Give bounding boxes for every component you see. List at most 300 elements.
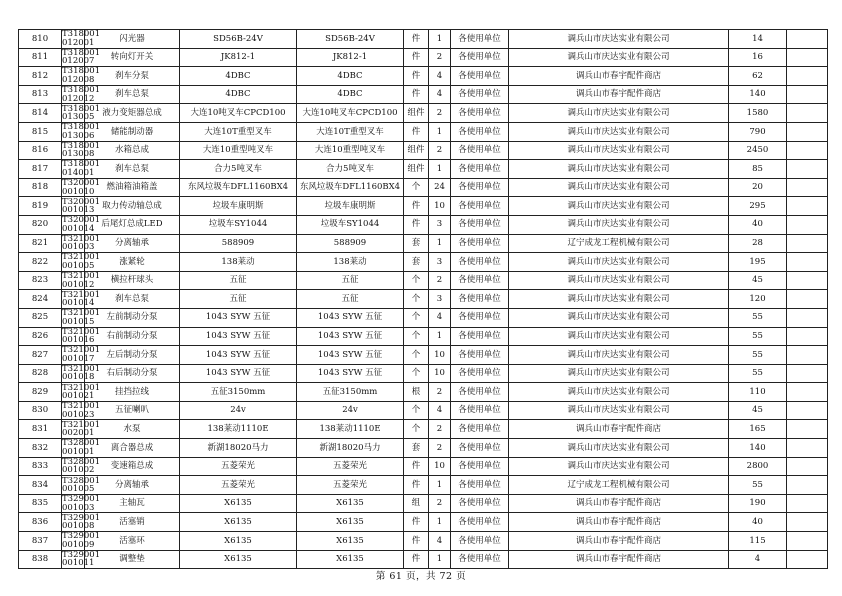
item-code-line1: T321001	[62, 326, 101, 337]
item-price: 190	[729, 494, 787, 513]
item-model: X6135	[297, 513, 404, 532]
item-price: 45	[729, 401, 787, 420]
item-supplier: 调兵山市庆达实业有限公司	[509, 457, 729, 476]
item-price: 55	[729, 476, 787, 495]
item-quantity: 3	[429, 253, 451, 272]
item-quantity: 1	[429, 476, 451, 495]
blank-cell	[787, 122, 828, 141]
blank-cell	[787, 234, 828, 253]
item-unit: 个	[404, 308, 429, 327]
item-quantity: 2	[429, 439, 451, 458]
item-user: 各使用单位	[451, 197, 509, 216]
row-number: 826	[19, 327, 62, 346]
item-unit: 个	[404, 327, 429, 346]
item-price: 140	[729, 85, 787, 104]
item-spec: 垃圾车康明斯	[180, 197, 297, 216]
item-quantity: 10	[429, 457, 451, 476]
row-number: 814	[19, 104, 62, 123]
item-spec: 大连10吨叉车CPCD100	[180, 104, 297, 123]
item-model: SD56B-24V	[297, 30, 404, 49]
item-model: X6135	[297, 532, 404, 551]
row-number: 837	[19, 532, 62, 551]
item-name: 左前制动分泵	[85, 308, 180, 327]
item-price: 115	[729, 532, 787, 551]
item-quantity: 3	[429, 290, 451, 309]
item-code-line2: 001008	[62, 521, 95, 532]
item-model: 588909	[297, 234, 404, 253]
table-row	[19, 457, 828, 476]
row-number: 817	[19, 160, 62, 179]
item-model: 五菱荣光	[297, 457, 404, 476]
item-price: 55	[729, 364, 787, 383]
item-user: 各使用单位	[451, 420, 509, 439]
item-code	[62, 531, 101, 551]
item-quantity: 2	[429, 383, 451, 402]
item-code-line2: 012012	[62, 93, 95, 104]
item-code	[62, 85, 101, 104]
blank-cell	[787, 253, 828, 272]
item-unit: 件	[404, 476, 429, 495]
item-quantity: 2	[429, 420, 451, 439]
item-code	[62, 345, 101, 365]
table-row	[19, 513, 828, 532]
row-number: 825	[19, 308, 62, 327]
row-number: 820	[19, 215, 62, 234]
item-quantity: 10	[429, 364, 451, 383]
item-quantity: 10	[429, 197, 451, 216]
item-name: 取力传动轴总成	[85, 197, 180, 216]
blank-cell	[787, 308, 828, 327]
table-row	[19, 290, 828, 309]
item-spec: 1043 SYW 五征	[180, 308, 297, 327]
row-number: 827	[19, 346, 62, 365]
item-quantity: 2	[429, 48, 451, 67]
table-row	[19, 439, 828, 458]
table-row	[19, 178, 828, 197]
item-code-line2: 013006	[62, 130, 95, 141]
item-code-line1: T321001	[62, 382, 101, 393]
item-user: 各使用单位	[451, 48, 509, 67]
blank-cell	[787, 67, 828, 86]
item-code-line1: T321001	[62, 345, 101, 356]
row-number: 824	[19, 290, 62, 309]
table-row	[19, 67, 828, 86]
item-supplier: 调兵山市春宇配件商店	[509, 85, 729, 104]
item-user: 各使用单位	[451, 30, 509, 49]
item-spec: 1043 SYW 五征	[180, 327, 297, 346]
item-quantity: 10	[429, 346, 451, 365]
blank-cell	[787, 439, 828, 458]
row-number: 838	[19, 550, 62, 569]
row-number: 816	[19, 141, 62, 160]
item-code	[62, 419, 101, 439]
row-number: 811	[19, 48, 62, 67]
item-name: 液力变矩器总成	[85, 104, 180, 123]
item-supplier: 调兵山市春宇配件商店	[509, 494, 729, 513]
item-unit: 件	[404, 67, 429, 86]
item-user: 各使用单位	[451, 476, 509, 495]
item-model: 1043 SYW 五征	[297, 346, 404, 365]
item-code-line2: 012008	[62, 74, 95, 85]
item-user: 各使用单位	[451, 550, 509, 569]
item-quantity: 2	[429, 494, 451, 513]
item-spec: 东风垃圾车DFL1160BX4	[180, 178, 297, 197]
item-spec: 138莱动	[180, 253, 297, 272]
item-supplier: 调兵山市庆达实业有限公司	[509, 30, 729, 49]
table-row	[19, 420, 828, 439]
item-unit: 件	[404, 550, 429, 569]
item-user: 各使用单位	[451, 513, 509, 532]
item-quantity: 2	[429, 104, 451, 123]
item-spec: 五菱荣光	[180, 457, 297, 476]
item-code-line1: T318001	[62, 122, 101, 133]
blank-cell	[787, 513, 828, 532]
item-model: 大连10吨叉车CPCD100	[297, 104, 404, 123]
item-code-line1: T321001	[62, 419, 101, 430]
row-number: 823	[19, 271, 62, 290]
table-row	[19, 48, 828, 67]
row-number: 815	[19, 122, 62, 141]
table-row	[19, 494, 828, 513]
row-number: 819	[19, 197, 62, 216]
item-code-line1: T321001	[62, 271, 101, 282]
item-code	[62, 271, 101, 290]
item-code	[62, 382, 101, 402]
item-code-line2: 001001	[62, 446, 95, 457]
blank-cell	[787, 364, 828, 383]
item-unit: 个	[404, 290, 429, 309]
item-code-line2: 001010	[62, 186, 95, 197]
item-spec: 4DBC	[180, 85, 297, 104]
item-price: 120	[729, 290, 787, 309]
item-unit: 件	[404, 215, 429, 234]
item-model: 138莱动	[297, 253, 404, 272]
item-price: 790	[729, 122, 787, 141]
blank-cell	[787, 457, 828, 476]
item-spec: 大连10T重型叉车	[180, 122, 297, 141]
item-code-line1: T320001	[62, 196, 101, 207]
item-code-line2: 001021	[62, 391, 95, 402]
item-code	[62, 178, 101, 197]
item-supplier: 调兵山市庆达实业有限公司	[509, 178, 729, 197]
row-number: 829	[19, 383, 62, 402]
item-quantity: 24	[429, 178, 451, 197]
item-price: 2450	[729, 141, 787, 160]
item-unit: 件	[404, 85, 429, 104]
row-number: 818	[19, 178, 62, 197]
item-quantity: 4	[429, 308, 451, 327]
item-user: 各使用单位	[451, 141, 509, 160]
item-spec: 合力5吨叉车	[180, 160, 297, 179]
item-quantity: 1	[429, 160, 451, 179]
item-name: 转向灯开关	[85, 48, 180, 67]
item-code-line1: T318001	[62, 29, 101, 40]
item-code-line2: 001011	[62, 558, 95, 569]
item-code	[62, 494, 101, 513]
item-user: 各使用单位	[451, 308, 509, 327]
item-user: 各使用单位	[451, 439, 509, 458]
item-supplier: 调兵山市庆达实业有限公司	[509, 439, 729, 458]
item-supplier: 调兵山市庆达实业有限公司	[509, 141, 729, 160]
row-number: 822	[19, 253, 62, 272]
item-code-line2: 013005	[62, 112, 95, 123]
item-name: 分离轴承	[85, 234, 180, 253]
item-code-line2: 001014	[62, 298, 95, 309]
item-model: 138莱动1110E	[297, 420, 404, 439]
item-name: 右后制动分泵	[85, 364, 180, 383]
item-model: 24v	[297, 401, 404, 420]
item-code	[62, 233, 101, 253]
item-unit: 个	[404, 178, 429, 197]
item-name: 燃油箱油箱盖	[85, 178, 180, 197]
item-user: 各使用单位	[451, 457, 509, 476]
item-unit: 个	[404, 364, 429, 383]
item-model: 1043 SYW 五征	[297, 364, 404, 383]
item-spec: 138莱动1110E	[180, 420, 297, 439]
item-quantity: 4	[429, 401, 451, 420]
item-model: X6135	[297, 550, 404, 569]
item-name: 五征喇叭	[85, 401, 180, 420]
item-unit: 套	[404, 253, 429, 272]
item-spec: 新湖18020马力	[180, 439, 297, 458]
item-code	[62, 140, 101, 160]
item-unit: 组件	[404, 141, 429, 160]
item-model: 4DBC	[297, 85, 404, 104]
item-model: 大连10T重型叉车	[297, 122, 404, 141]
item-code	[62, 326, 101, 346]
item-code-line1: T329001	[62, 531, 101, 542]
item-code	[62, 66, 101, 86]
blank-cell	[787, 215, 828, 234]
item-code	[62, 475, 101, 495]
table-row	[19, 550, 828, 569]
item-unit: 个	[404, 271, 429, 290]
item-model: 五征	[297, 271, 404, 290]
item-unit: 套	[404, 234, 429, 253]
row-number: 831	[19, 420, 62, 439]
blank-cell	[787, 494, 828, 513]
item-user: 各使用单位	[451, 104, 509, 123]
item-spec: X6135	[180, 532, 297, 551]
table-row	[19, 401, 828, 420]
item-code-line1: T318001	[62, 66, 101, 77]
item-unit: 组件	[404, 160, 429, 179]
item-unit: 组	[404, 494, 429, 513]
item-supplier: 调兵山市庆达实业有限公司	[509, 160, 729, 179]
item-user: 各使用单位	[451, 327, 509, 346]
row-number: 833	[19, 457, 62, 476]
item-supplier: 调兵山市庆达实业有限公司	[509, 401, 729, 420]
blank-cell	[787, 104, 828, 123]
item-name: 横拉杆球头	[85, 271, 180, 290]
row-number: 830	[19, 401, 62, 420]
page-footer: 第 61 页，共 72 页	[375, 571, 467, 582]
item-price: 4	[729, 550, 787, 569]
item-model: 合力5吨叉车	[297, 160, 404, 179]
item-quantity: 2	[429, 271, 451, 290]
item-spec: SD56B-24V	[180, 30, 297, 49]
item-quantity: 1	[429, 234, 451, 253]
item-spec: X6135	[180, 513, 297, 532]
item-code-line1: T318001	[62, 103, 101, 114]
item-code	[62, 438, 101, 458]
item-price: 55	[729, 308, 787, 327]
item-quantity: 1	[429, 327, 451, 346]
item-user: 各使用单位	[451, 234, 509, 253]
item-unit: 套	[404, 439, 429, 458]
table-row	[19, 346, 828, 365]
item-code-line2: 001002	[62, 465, 95, 476]
item-supplier: 调兵山市庆达实业有限公司	[509, 383, 729, 402]
item-code	[62, 401, 101, 420]
item-price: 20	[729, 178, 787, 197]
table-row	[19, 532, 828, 551]
item-price: 16	[729, 48, 787, 67]
item-name: 左后制动分泵	[85, 346, 180, 365]
blank-cell	[787, 30, 828, 49]
item-name: 分离轴承	[85, 476, 180, 495]
item-price: 62	[729, 67, 787, 86]
item-code-line2: 001018	[62, 372, 95, 383]
item-code	[62, 47, 101, 67]
item-model: X6135	[297, 494, 404, 513]
item-supplier: 调兵山市庆达实业有限公司	[509, 346, 729, 365]
item-code-line1: T321001	[62, 289, 101, 300]
item-supplier: 调兵山市庆达实业有限公司	[509, 290, 729, 309]
item-unit: 件	[404, 513, 429, 532]
item-supplier: 调兵山市庆达实业有限公司	[509, 253, 729, 272]
item-model: 1043 SYW 五征	[297, 327, 404, 346]
item-model: 4DBC	[297, 67, 404, 86]
item-code-line1: T328001	[62, 475, 101, 486]
item-code	[62, 29, 101, 49]
parts-price-table	[18, 29, 828, 569]
blank-cell	[787, 550, 828, 569]
item-code-line2: 001016	[62, 335, 95, 346]
table-row	[19, 308, 828, 327]
row-number: 836	[19, 513, 62, 532]
item-supplier: 辽宁成龙工程机械有限公司	[509, 476, 729, 495]
item-quantity: 4	[429, 67, 451, 86]
item-supplier: 调兵山市庆达实业有限公司	[509, 364, 729, 383]
item-name: 闪光器	[85, 30, 180, 49]
item-user: 各使用单位	[451, 532, 509, 551]
item-code	[62, 363, 101, 383]
item-code	[62, 252, 101, 272]
item-supplier: 调兵山市庆达实业有限公司	[509, 122, 729, 141]
item-quantity: 2	[429, 141, 451, 160]
item-code-line2: 002001	[62, 428, 95, 439]
item-supplier: 调兵山市庆达实业有限公司	[509, 327, 729, 346]
item-code-line1: T328001	[62, 456, 101, 467]
item-name: 离合器总成	[85, 439, 180, 458]
item-supplier: 调兵山市春宇配件商店	[509, 67, 729, 86]
blank-cell	[787, 383, 828, 402]
item-price: 295	[729, 197, 787, 216]
row-number: 810	[19, 30, 62, 49]
item-spec: 五征3150mm	[180, 383, 297, 402]
item-code-line1: T320001	[62, 215, 101, 226]
item-model: 垃圾车康明斯	[297, 197, 404, 216]
item-supplier: 调兵山市庆达实业有限公司	[509, 48, 729, 67]
blank-cell	[787, 160, 828, 179]
item-code-line1: T321001	[62, 308, 101, 319]
item-price: 140	[729, 439, 787, 458]
item-unit: 件	[404, 197, 429, 216]
item-user: 各使用单位	[451, 494, 509, 513]
item-code-line1: T328001	[62, 438, 101, 449]
item-name: 刹车总泵	[85, 85, 180, 104]
item-code-line2: 001014	[62, 223, 95, 234]
blank-cell	[787, 141, 828, 160]
item-price: 55	[729, 327, 787, 346]
table-row	[19, 104, 828, 123]
item-price: 1580	[729, 104, 787, 123]
item-name: 右前制动分泵	[85, 327, 180, 346]
blank-cell	[787, 532, 828, 551]
item-name: 主轴瓦	[85, 494, 180, 513]
item-code-line1: T318001	[62, 85, 101, 96]
item-unit: 件	[404, 457, 429, 476]
item-supplier: 调兵山市春宇配件商店	[509, 550, 729, 569]
item-user: 各使用单位	[451, 346, 509, 365]
item-user: 各使用单位	[451, 67, 509, 86]
blank-cell	[787, 85, 828, 104]
item-supplier: 调兵山市庆达实业有限公司	[509, 104, 729, 123]
item-user: 各使用单位	[451, 178, 509, 197]
item-code-line2: 001012	[62, 279, 95, 290]
item-supplier: 调兵山市庆达实业有限公司	[509, 215, 729, 234]
item-price: 2800	[729, 457, 787, 476]
item-user: 各使用单位	[451, 364, 509, 383]
blank-cell	[787, 197, 828, 216]
item-price: 165	[729, 420, 787, 439]
item-name: 活塞销	[85, 513, 180, 532]
item-code-line2: 001003	[62, 502, 95, 513]
item-spec: 4DBC	[180, 67, 297, 86]
item-supplier: 辽宁成龙工程机械有限公司	[509, 234, 729, 253]
item-supplier: 调兵山市春宇配件商店	[509, 513, 729, 532]
item-spec: 大连10重型吨叉车	[180, 141, 297, 160]
item-name: 水泵	[85, 420, 180, 439]
item-model: JK812-1	[297, 48, 404, 67]
item-unit: 根	[404, 383, 429, 402]
item-code-line2: 001013	[62, 205, 95, 216]
item-model: 1043 SYW 五征	[297, 308, 404, 327]
item-code-line1: T329001	[62, 494, 101, 505]
item-price: 195	[729, 253, 787, 272]
item-spec: X6135	[180, 494, 297, 513]
item-code-line1: T320001	[62, 178, 101, 189]
item-spec: 垃圾车SY1044	[180, 215, 297, 234]
item-code-line1: T321001	[62, 252, 101, 263]
item-name: 水箱总成	[85, 141, 180, 160]
blank-cell	[787, 271, 828, 290]
table-row	[19, 141, 828, 160]
item-code-line2: 012001	[62, 37, 95, 48]
item-model: 东风垃圾车DFL1160BX4	[297, 178, 404, 197]
item-code-line1: T321001	[62, 233, 101, 244]
item-unit: 件	[404, 532, 429, 551]
item-unit: 个	[404, 401, 429, 420]
item-quantity: 4	[429, 85, 451, 104]
item-code	[62, 512, 101, 532]
item-price: 40	[729, 513, 787, 532]
item-supplier: 调兵山市庆达实业有限公司	[509, 271, 729, 290]
item-unit: 个	[404, 420, 429, 439]
item-user: 各使用单位	[451, 122, 509, 141]
blank-cell	[787, 290, 828, 309]
